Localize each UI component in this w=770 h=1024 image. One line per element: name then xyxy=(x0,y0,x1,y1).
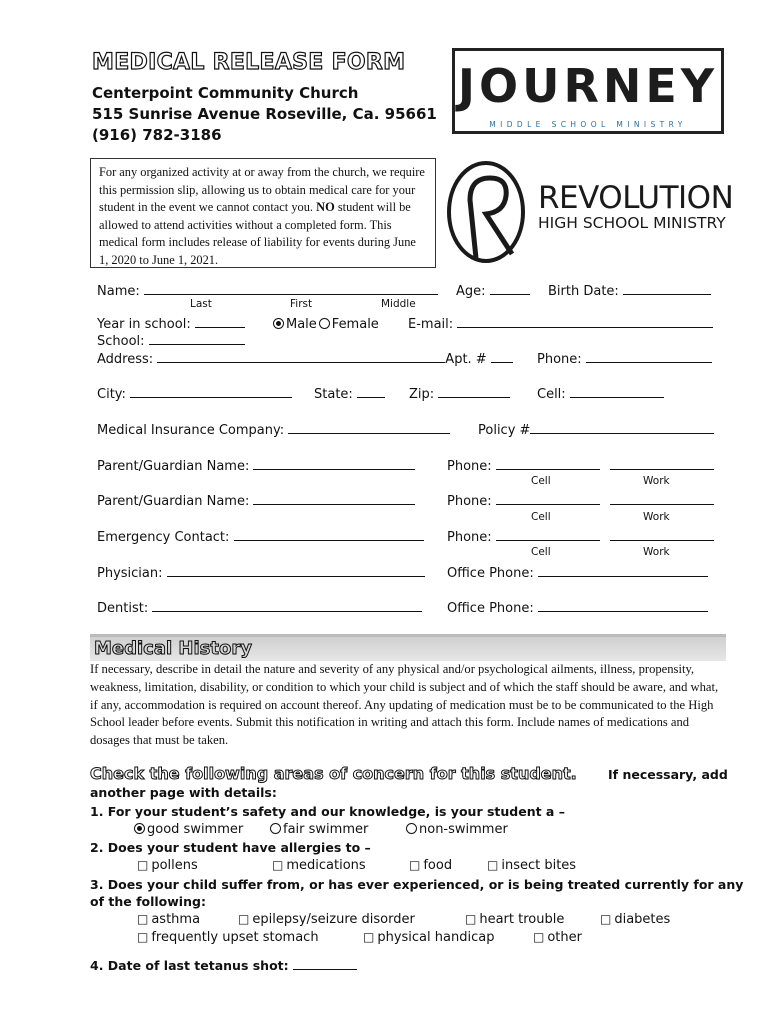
question-3: 3. Does your child suffer from, or has ever experienced, or is being treated currently for any xyxy=(90,877,744,892)
pollens-label: pollens xyxy=(151,858,198,873)
address-row xyxy=(97,350,513,367)
q3-opt-epilepsy xyxy=(238,912,415,927)
q3-opt-stomach xyxy=(137,930,319,945)
insurance-label: Medical Insurance Company: xyxy=(97,423,285,438)
parent1-cell-field[interactable] xyxy=(496,457,600,470)
church-phone: (916) 782-3186 xyxy=(92,126,222,144)
insurance-field[interactable] xyxy=(288,421,450,434)
q1-opt-good xyxy=(134,822,243,837)
physical-handicap-checkbox[interactable]: □ xyxy=(363,930,375,944)
journey-sub: MIDDLE SCHOOL MINISTRY xyxy=(489,120,687,129)
food-label: food xyxy=(423,858,453,873)
name-label: Name: xyxy=(97,284,140,299)
question-4-label: 4. Date of last tetanus shot: xyxy=(90,958,289,973)
phone-row xyxy=(537,350,712,367)
emergency-phone-label: Phone: xyxy=(447,530,492,545)
zip-row xyxy=(409,385,510,402)
physician-office-field[interactable] xyxy=(538,564,708,577)
heart-trouble-label: heart trouble xyxy=(479,912,565,927)
pollens-checkbox[interactable]: □ xyxy=(137,858,149,872)
cell-row xyxy=(537,385,664,402)
good-swimmer-label: good swimmer xyxy=(147,822,244,837)
emergency-field[interactable] xyxy=(234,528,424,541)
emergency-label: Emergency Contact: xyxy=(97,530,230,545)
cell-label: Cell: xyxy=(537,387,566,402)
policy-field[interactable] xyxy=(530,421,714,434)
parent2-row xyxy=(97,492,415,509)
asthma-label: asthma xyxy=(151,912,201,927)
epilepsy-label: epilepsy/seizure disorder xyxy=(252,912,415,927)
concerns-tail-1: If necessary, add xyxy=(608,767,728,782)
diabetes-checkbox[interactable]: □ xyxy=(600,912,612,926)
intro-text-2: student will be allowed to attend activities without a completed form. This medical form includes release of liability for events during June 1, 2020 to June 1, 2021. xyxy=(99,200,416,267)
parent1-work-field[interactable] xyxy=(610,457,714,470)
cell-field[interactable] xyxy=(570,385,664,398)
q3-opt-other xyxy=(533,930,582,945)
age-label: Age: xyxy=(456,284,486,299)
q1-opt-non xyxy=(406,822,508,837)
first-caption: First xyxy=(290,298,313,310)
q3-opt-heart xyxy=(465,912,564,927)
intro-text-1: For any organized activity at or away from the church, we require this permission slip, allowing us to obtain medical care for your student in the event we cannot contact you. xyxy=(99,165,425,215)
question-2: 2. Does your student have allergies to – xyxy=(90,840,371,855)
address-field[interactable] xyxy=(157,350,445,363)
insurance-row xyxy=(97,421,450,438)
revolution-logo-icon xyxy=(446,160,532,268)
diabetes-label: diabetes xyxy=(614,912,671,927)
parent1-cell-caption: Cell xyxy=(531,475,551,487)
city-row xyxy=(97,385,292,402)
school-label: School: xyxy=(97,334,145,349)
journey-word: JOURNEY xyxy=(457,59,719,113)
journey-logo xyxy=(452,48,724,134)
question-3-cont: of the following: xyxy=(90,894,206,909)
fair-swimmer-label: fair swimmer xyxy=(283,822,369,837)
heart-trouble-checkbox[interactable]: □ xyxy=(465,912,477,926)
revolution-subtitle: HIGH SCHOOL MINISTRY xyxy=(538,214,726,232)
concerns-heading: Check the following areas of concern for this student. xyxy=(90,764,577,783)
male-label: Male xyxy=(286,317,317,332)
insect-bites-label: insect bites xyxy=(501,858,577,873)
gender-group xyxy=(273,317,379,332)
non-swimmer-label: non-swimmer xyxy=(419,822,508,837)
birthdate-field[interactable] xyxy=(623,282,711,295)
school-field[interactable] xyxy=(149,332,245,345)
email-row xyxy=(408,315,713,332)
birthdate-label: Birth Date: xyxy=(548,284,619,299)
parent1-label: Parent/Guardian Name: xyxy=(97,459,250,474)
q2-opt-pollens xyxy=(137,858,198,873)
dentist-office-label: Office Phone: xyxy=(447,601,534,616)
dentist-label: Dentist: xyxy=(97,601,149,616)
parent1-phone-label: Phone: xyxy=(447,459,492,474)
non-swimmer-radio[interactable] xyxy=(406,823,417,834)
emergency-cell-field[interactable] xyxy=(496,528,600,541)
male-radio[interactable] xyxy=(273,318,284,329)
birthdate-row xyxy=(548,282,711,299)
epilepsy-checkbox[interactable]: □ xyxy=(238,912,250,926)
emergency-row xyxy=(97,528,424,545)
insect-bites-checkbox[interactable]: □ xyxy=(487,858,499,872)
parent2-label: Parent/Guardian Name: xyxy=(97,494,250,509)
apt-field[interactable] xyxy=(491,350,513,363)
intro-box xyxy=(90,158,436,268)
medical-history-heading: Medical History xyxy=(94,638,252,659)
fair-swimmer-radio[interactable] xyxy=(270,823,281,834)
physical-handicap-label: physical handicap xyxy=(377,930,495,945)
city-label: City: xyxy=(97,387,126,402)
state-field[interactable] xyxy=(357,385,385,398)
q2-opt-insect xyxy=(487,858,576,873)
medications-label: medications xyxy=(286,858,366,873)
q1-opt-fair xyxy=(270,822,368,837)
phone-field[interactable] xyxy=(586,350,712,363)
age-row xyxy=(456,282,530,299)
upset-stomach-label: frequently upset stomach xyxy=(151,930,319,945)
parent1-row xyxy=(97,457,415,474)
city-field[interactable] xyxy=(130,385,292,398)
q2-opt-food xyxy=(409,858,452,873)
medical-history-text: If necessary, describe in detail the nature and severity of any physical and/or psychological ailments, illness, propensity, weakness, limitation, disability, or condition to which your child is subject and of which the staff should be aware, and what, if any, accommodation is required on account thereof. Any updating of medication must be to be communicated to the High School leader before events. Submit this notification in writing and attach this form. Include names of medications and dosages that must be taken. xyxy=(90,662,719,748)
tetanus-date-field[interactable] xyxy=(293,957,357,970)
female-label: Female xyxy=(331,317,379,332)
upset-stomach-checkbox[interactable]: □ xyxy=(137,930,149,944)
parent2-work-caption: Work xyxy=(643,511,670,523)
parent2-field[interactable] xyxy=(253,492,415,505)
emergency-work-caption: Work xyxy=(643,546,670,558)
physician-office-row xyxy=(447,564,708,581)
dentist-row xyxy=(97,599,422,616)
parent2-cell-caption: Cell xyxy=(531,511,551,523)
name-field[interactable] xyxy=(144,282,438,295)
school-row xyxy=(97,332,245,349)
dentist-field[interactable] xyxy=(152,599,422,612)
q3-opt-diabetes xyxy=(600,912,670,927)
physician-row xyxy=(97,564,425,581)
medical-history-bar xyxy=(90,634,726,661)
parent1-work-caption: Work xyxy=(643,475,670,487)
other-checkbox[interactable]: □ xyxy=(533,930,545,944)
other-label: other xyxy=(547,930,582,945)
dentist-office-field[interactable] xyxy=(538,599,708,612)
last-caption: Last xyxy=(190,298,212,310)
physician-field[interactable] xyxy=(167,564,425,577)
phone-label: Phone: xyxy=(537,352,582,367)
church-name: Centerpoint Community Church xyxy=(92,84,359,102)
intro-no: NO xyxy=(316,200,335,215)
q3-opt-asthma xyxy=(137,912,200,927)
parent1-field[interactable] xyxy=(253,457,415,470)
physician-office-label: Office Phone: xyxy=(447,566,534,581)
year-label: Year in school: xyxy=(97,317,191,332)
medications-checkbox[interactable]: □ xyxy=(272,858,284,872)
question-1: 1. For your student’s safety and our knowledge, is your student a – xyxy=(90,804,565,819)
address-label: Address: xyxy=(97,352,154,367)
email-field[interactable] xyxy=(457,315,713,328)
emergency-cell-caption: Cell xyxy=(531,546,551,558)
parent2-phone-label: Phone: xyxy=(447,494,492,509)
physician-label: Physician: xyxy=(97,566,163,581)
good-swimmer-radio[interactable] xyxy=(134,823,145,834)
policy-label: Policy # xyxy=(478,423,531,438)
year-row xyxy=(97,315,245,332)
middle-caption: Middle xyxy=(381,298,416,310)
email-label: E-mail: xyxy=(408,317,454,332)
policy-row xyxy=(478,421,714,438)
form-title: MEDICAL RELEASE FORM xyxy=(92,50,406,75)
name-row xyxy=(97,282,438,299)
state-label: State: xyxy=(314,387,353,402)
state-row xyxy=(314,385,385,402)
year-field[interactable] xyxy=(195,315,245,328)
dentist-office-row xyxy=(447,599,708,616)
emergency-work-field[interactable] xyxy=(610,528,714,541)
age-field[interactable] xyxy=(490,282,530,295)
church-address: 515 Sunrise Avenue Roseville, Ca. 95661 xyxy=(92,105,437,123)
female-radio[interactable] xyxy=(319,318,330,329)
parent2-work-field[interactable] xyxy=(610,492,714,505)
parent2-phone-row xyxy=(447,492,714,509)
asthma-checkbox[interactable]: □ xyxy=(137,912,149,926)
apt-label: Apt. # xyxy=(445,352,487,367)
parent1-phone-row xyxy=(447,457,714,474)
emergency-phone-row xyxy=(447,528,714,545)
zip-label: Zip: xyxy=(409,387,435,402)
parent2-cell-field[interactable] xyxy=(496,492,600,505)
zip-field[interactable] xyxy=(438,385,510,398)
food-checkbox[interactable]: □ xyxy=(409,858,421,872)
concerns-tail-2: another page with details: xyxy=(90,785,277,800)
q2-opt-medications xyxy=(272,858,366,873)
question-4 xyxy=(90,957,357,973)
revolution-title: REVOLUTION xyxy=(538,180,734,216)
q3-opt-handicap xyxy=(363,930,494,945)
